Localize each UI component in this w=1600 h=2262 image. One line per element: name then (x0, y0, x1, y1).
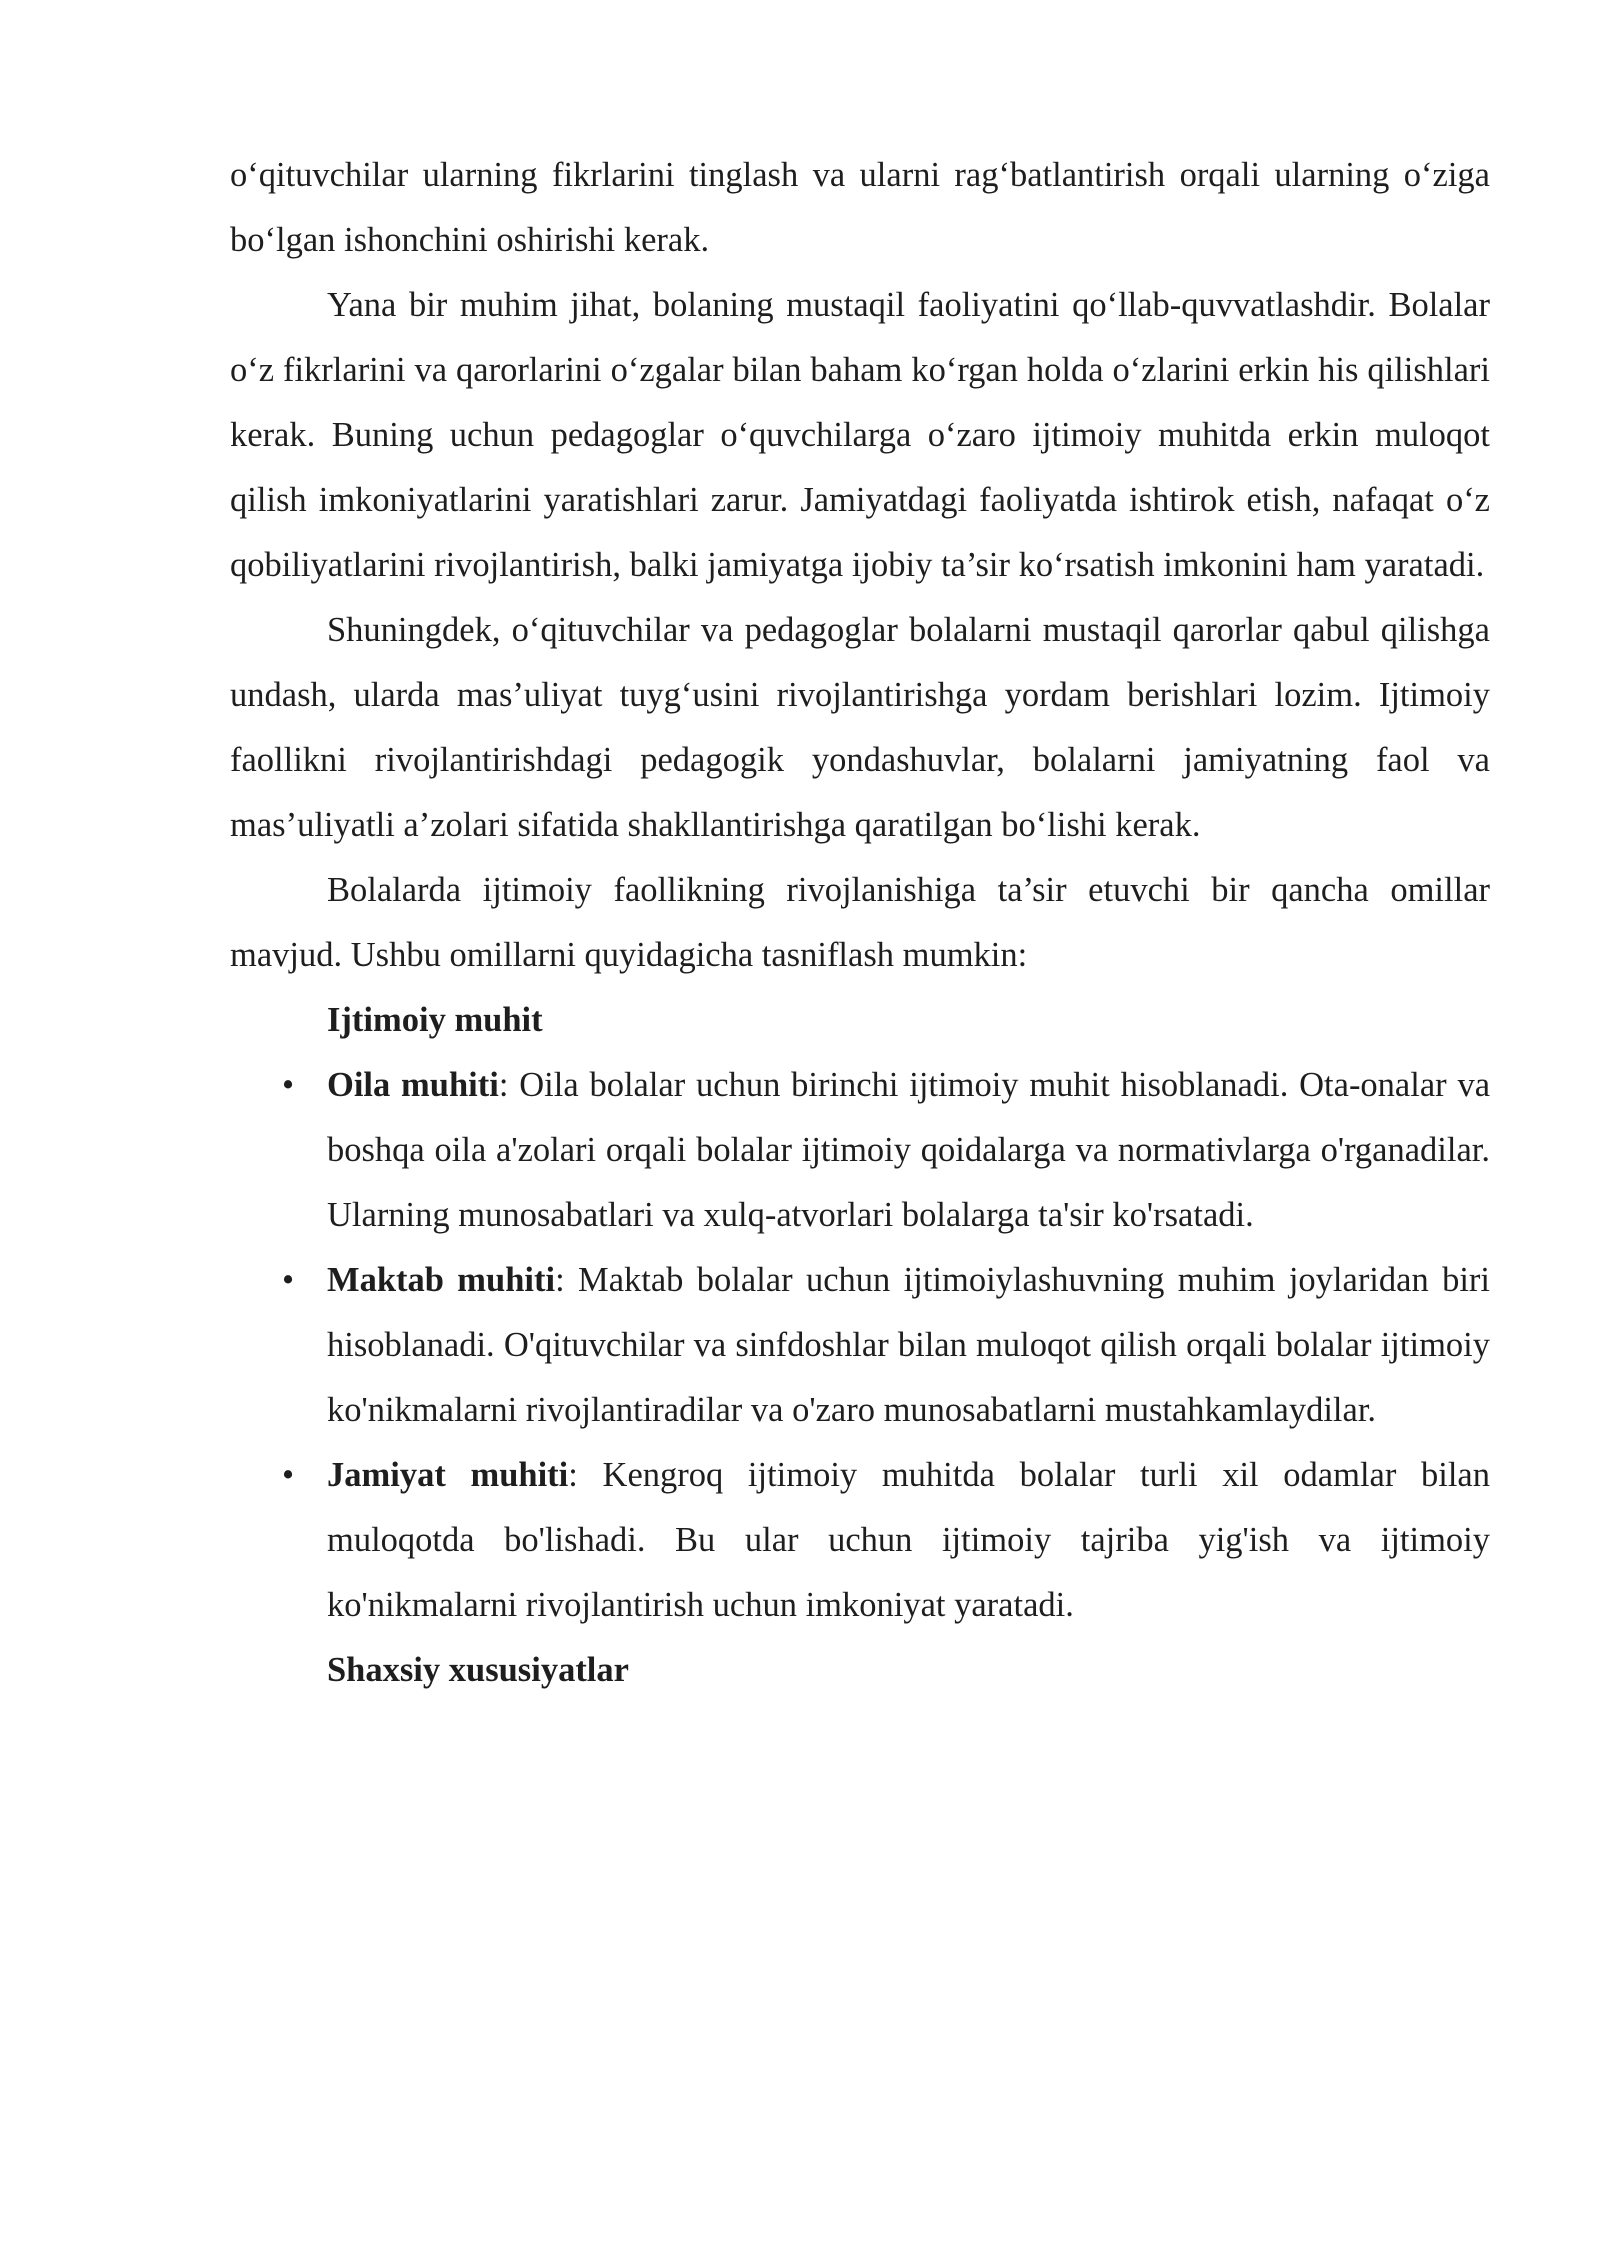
bullet-icon: • (282, 1261, 295, 1299)
list-item-term: Jamiyat muhiti (327, 1456, 569, 1494)
bullet-icon: • (282, 1456, 295, 1494)
paragraph-2: Yana bir muhim jihat, bolaning mustaqil faoliyatini qo‘llab-quvvatlashdir. Bolalar o‘z fikrlarini va qarorlarini o‘zgalar bilan baham ko‘rgan holda o‘zlarini erkin his qilishlari kerak. Buning uchun pedagoglar o‘quvchilarga o‘zaro ijtimoiy muhitda erkin muloqot qilish imkoniyatlarini yaratishlari zarur. Jamiyatdagi faoliyatda ishtirok etish, nafaqat o‘z qobiliyatlarini rivojlantirish, balki jamiyatga ijobiy ta’sir ko‘rsatish imkonini ham yaratadi. (230, 286, 1490, 584)
list-item-oila-muhiti (230, 1053, 1490, 1248)
section-heading-shaxsiy-xususiyatlar: Shaxsiy xususiyatlar (327, 1651, 629, 1689)
section-heading-ijtimoiy-muhit: Ijtimoiy muhit (327, 1001, 543, 1039)
list-item-text: : Maktab bolalar uchun ijtimoiylashuvning muhim joylaridan biri hisoblanadi. O'qituvchilar va sinfdoshlar bilan muloqot qilish orqali bolalar ijtimoiy ko'nikmalarni rivojlantiradilar va o'zaro munosabatlarni mustahkamlaydilar. (327, 1261, 1490, 1429)
bullet-icon: • (282, 1066, 295, 1104)
list-item-jamiyat-muhiti (230, 1443, 1490, 1638)
list-item-text: : Kengroq ijtimoiy muhitda bolalar turli xil odamlar bilan muloqotda bo'lishadi. Bu ular uchun ijtimoiy tajriba yig'ish va ijtimoiy ko'nikmalarni rivojlantirish uchun imkoniyat yaratadi. (327, 1456, 1490, 1624)
document-page (230, 143, 1490, 1703)
paragraph-1: o‘qituvchilar ularning fikrlarini tinglash va ularni rag‘batlantirish orqali ularning o‘ziga bo‘lgan ishonchini oshirishi kerak. (230, 156, 1490, 259)
paragraph-4: Bolalarda ijtimoiy faollikning rivojlanishiga ta’sir etuvchi bir qancha omillar mavjud. Ushbu omillarni quyidagicha tasniflash mumkin: (230, 871, 1490, 974)
bullet-list (230, 1053, 1490, 1638)
list-item-maktab-muhiti (230, 1248, 1490, 1443)
list-item-text: : Oila bolalar uchun birinchi ijtimoiy muhit hisoblanadi. Ota-onalar va boshqa oila a'zolari orqali bolalar ijtimoiy qoidalarga va normativlarga o'rganadilar. Ularning munosabatlari va xulq-atvorlari bolalarga ta'sir ko'rsatadi. (327, 1066, 1491, 1234)
paragraph-3: Shuningdek, o‘qituvchilar va pedagoglar bolalarni mustaqil qarorlar qabul qilishga undash, ularda mas’uliyat tuyg‘usini rivojlantirishga yordam berishlari lozim. Ijtimoiy faollikni rivojlantirishdagi pedagogik yondashuvlar, bolalarni jamiyatning faol va mas’uliyatli a’zolari sifatida shakllantirishga qaratilgan bo‘lishi kerak. (230, 611, 1490, 844)
list-item-term: Maktab muhiti (327, 1261, 556, 1299)
list-item-term: Oila muhiti (327, 1066, 499, 1104)
